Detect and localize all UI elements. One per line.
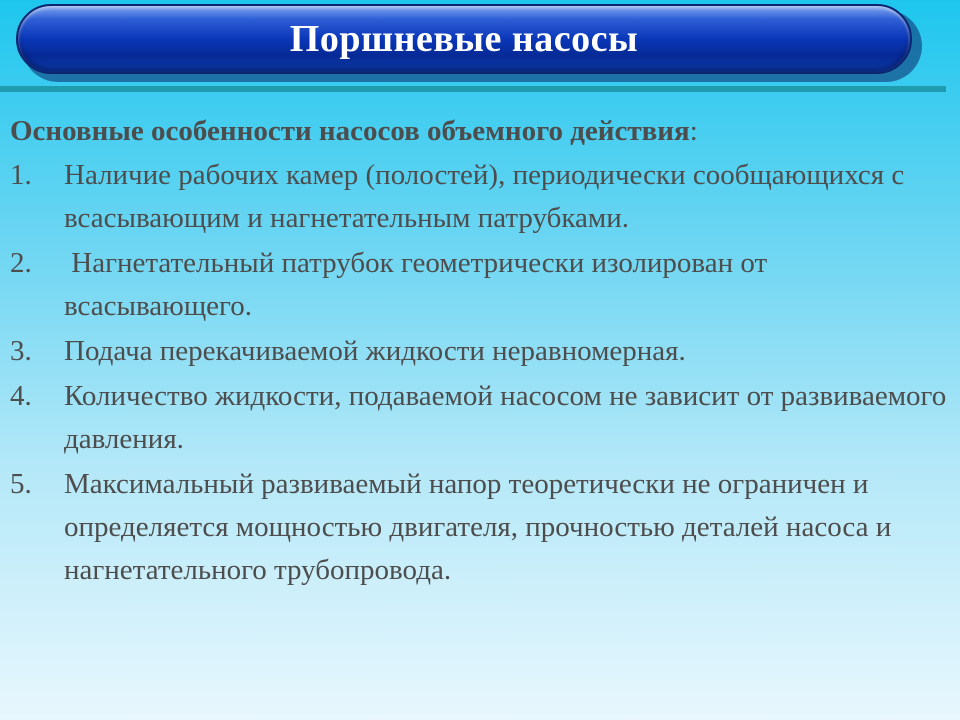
list-item-number: 3. (10, 335, 32, 367)
content-heading (10, 112, 950, 150)
list-item-number: 2. (10, 247, 32, 279)
slide-title: Поршневые насосы (289, 18, 639, 60)
list-item-text: Количество жидкости, подаваемой насосом не зависит от развиваемого давления. (64, 380, 947, 455)
heading-colon: : (689, 115, 698, 147)
list-item-text: Наличие рабочих камер (полостей), периодически сообщающихся с всасывающим и нагнетательным патрубками. (64, 159, 905, 234)
list-item (10, 375, 950, 461)
slide-content (10, 112, 950, 594)
list-item (10, 154, 950, 240)
features-list (10, 154, 950, 592)
list-item-text: Максимальный развиваемый напор теоретически не ограничен и определяется мощностью двигателя, прочностью деталей насоса и нагнетательного трубопровода. (64, 468, 892, 586)
title-divider (0, 86, 946, 92)
title-bar (16, 4, 912, 74)
list-item-text: Нагнетательный патрубок геометрически изолирован от всасывающего. (64, 247, 775, 322)
list-item-number: 5. (10, 468, 32, 500)
list-item (10, 330, 950, 373)
heading-text: Основные особенности насосов объемного действия (10, 115, 690, 147)
list-item (10, 242, 950, 328)
list-item-number: 1. (10, 159, 32, 191)
list-item (10, 463, 950, 592)
list-item-number: 4. (10, 380, 32, 412)
list-item-text: Подача перекачиваемой жидкости неравномерная. (64, 335, 686, 367)
